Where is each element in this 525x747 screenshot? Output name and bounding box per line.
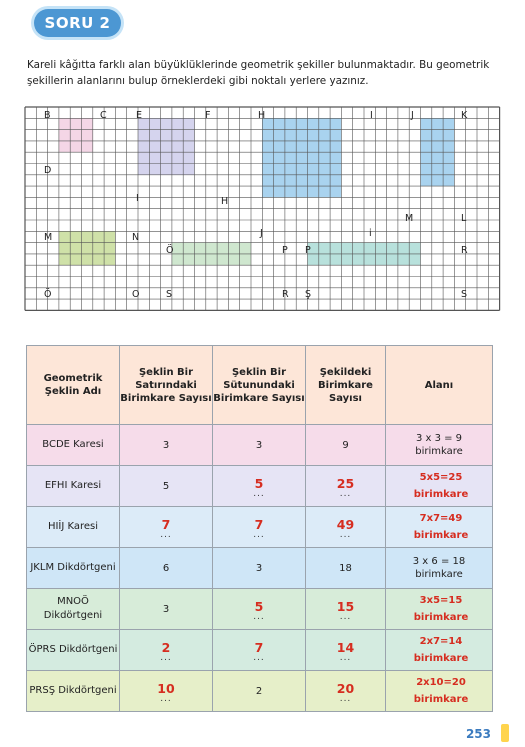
area-answer-line1: 7x7=49: [419, 513, 463, 524]
unit-count-cell: 18: [306, 548, 386, 589]
col-count-cell: 2: [213, 671, 306, 712]
handwritten-answer: 15: [336, 598, 355, 614]
shape-efhi: [138, 118, 195, 175]
vertex-label: P: [282, 245, 288, 256]
col-count-cell: 3: [213, 425, 306, 466]
page-number: 253: [465, 727, 491, 741]
answer-blank-dots: ...: [339, 652, 352, 663]
header-unit-count: Şekildeki Birimkare Sayısı: [306, 346, 386, 425]
table-row: [27, 630, 493, 671]
answer-blank-dots: ...: [253, 529, 265, 540]
handwritten-answer: 20: [336, 680, 355, 696]
vertex-label: D: [44, 165, 52, 176]
area-cell[interactable]: [386, 466, 493, 507]
handwritten-answer: 25: [336, 475, 355, 491]
area-answer-line2: birimkare: [413, 489, 469, 500]
row-count-cell[interactable]: [120, 630, 213, 671]
table-row: [27, 507, 493, 548]
page-accent-bar: [501, 724, 509, 742]
table-row: [27, 466, 493, 507]
area-table: [26, 345, 493, 712]
area-answer-line1: 2x7=14: [419, 636, 463, 647]
answer-blank-dots: ...: [339, 693, 352, 704]
vertex-label: Ş: [305, 289, 312, 300]
area-answer-line1: 5x5=25: [419, 472, 463, 483]
vertex-label: I: [136, 193, 139, 204]
vertex-label: N: [132, 232, 140, 243]
unit-count-cell[interactable]: [306, 630, 386, 671]
handwritten-answer: 14: [336, 639, 355, 655]
table-row: [27, 589, 493, 630]
header-col-count: Şeklin Bir Sütunundaki Birimkare Sayısı: [213, 346, 306, 425]
unit-count-cell[interactable]: [306, 589, 386, 630]
area-cell[interactable]: [386, 507, 493, 548]
shape-name-cell: JKLM Dikdörtgeni: [27, 548, 120, 589]
shape-mnoo: [59, 231, 116, 265]
unit-count-cell[interactable]: [306, 466, 386, 507]
area-cell[interactable]: [386, 630, 493, 671]
row-count-cell: 6: [120, 548, 213, 589]
area-cell[interactable]: [386, 589, 493, 630]
vertex-label: L: [461, 213, 467, 224]
handwritten-answer: 7: [254, 639, 264, 655]
area-given-line2: birimkare: [415, 569, 463, 580]
shape-hiij: [262, 118, 341, 197]
row-count-cell: 3: [120, 425, 213, 466]
vertex-label: B: [44, 110, 51, 121]
square-grid-figure: [0, 0, 525, 330]
shape-name-cell: PRSŞ Dikdörtgeni: [27, 671, 120, 712]
row-count-cell[interactable]: [120, 671, 213, 712]
question-badge: SORU 2: [34, 9, 121, 37]
answer-blank-dots: ...: [339, 529, 352, 540]
shape-name-cell: ÖPRS Dikdörtgeni: [27, 630, 120, 671]
area-cell: [386, 548, 493, 589]
vertex-label: H: [221, 196, 229, 207]
answer-blank-dots: ...: [253, 488, 265, 499]
header-area: Alanı: [386, 346, 493, 425]
row-count-cell[interactable]: [120, 507, 213, 548]
header-row-count: Şeklin Bir Satırındaki Birimkare Sayısı: [120, 346, 213, 425]
header-shape-name: Geometrik Şeklin Adı: [27, 346, 120, 425]
vertex-label: K: [461, 110, 468, 121]
answer-blank-dots: ...: [160, 652, 172, 663]
vertex-label: E: [136, 110, 143, 121]
vertex-label: M: [405, 213, 414, 224]
col-count-cell[interactable]: [213, 589, 306, 630]
vertex-label: H: [258, 110, 266, 121]
table-row: [27, 548, 493, 589]
vertex-label: I: [370, 110, 373, 121]
area-cell[interactable]: [386, 671, 493, 712]
handwritten-answer: 7: [254, 516, 264, 532]
area-given-line1: 3 x 6 = 18: [412, 556, 466, 567]
shape-name-cell: EFHI Karesi: [27, 466, 120, 507]
vertex-label: Ö: [166, 245, 174, 256]
vertex-label: J: [260, 228, 263, 239]
vertex-label: O: [132, 289, 140, 300]
shape-name-cell: BCDE Karesi: [27, 425, 120, 466]
answer-blank-dots: ...: [160, 693, 172, 704]
area-answer-line1: 3x5=15: [419, 595, 463, 606]
row-count-cell: 3: [120, 589, 213, 630]
vertex-label: Ö: [44, 289, 52, 300]
area-answer-line2: birimkare: [413, 653, 469, 664]
area-cell: [386, 425, 493, 466]
vertex-label: M: [44, 232, 53, 243]
answer-blank-dots: ...: [253, 611, 265, 622]
vertex-label: C: [100, 110, 107, 121]
shape-name-cell: MNOÖ Dikdörtgeni: [27, 589, 120, 630]
vertex-label: J: [411, 110, 414, 121]
handwritten-answer: 2: [161, 639, 171, 655]
handwritten-answer: 5: [254, 598, 264, 614]
instruction-text: Kareli kâğıtta farklı alan büyüklüklerinde geometrik şekiller bulunmaktadır. Bu geometrik şekillerin alanlarını bulup örneklerdeki gibi noktalı yerlere yazınız.: [27, 59, 490, 87]
area-given-line1: 3 x 3 = 9: [415, 433, 463, 444]
area-answer-line2: birimkare: [413, 530, 469, 541]
col-count-cell[interactable]: [213, 466, 306, 507]
vertex-label: i: [369, 228, 372, 239]
shape-bcde: [59, 118, 93, 152]
vertex-label: P: [305, 245, 311, 256]
vertex-label: S: [166, 289, 173, 300]
handwritten-answer: 10: [157, 680, 175, 696]
vertex-label: F: [205, 110, 211, 121]
col-count-cell: 3: [213, 548, 306, 589]
col-count-cell[interactable]: [213, 507, 306, 548]
area-answer-line1: 2x10=20: [416, 677, 466, 688]
vertex-label: R: [461, 245, 468, 256]
unit-count-cell[interactable]: [306, 507, 386, 548]
area-answer-line2: birimkare: [413, 694, 469, 705]
area-given-line2: birimkare: [415, 446, 463, 457]
handwritten-answer: 49: [336, 516, 355, 532]
answer-blank-dots: ...: [339, 488, 352, 499]
unit-count-cell[interactable]: [306, 671, 386, 712]
vertex-label: S: [461, 289, 468, 300]
handwritten-answer: 5: [254, 475, 264, 491]
vertex-label: R: [282, 289, 289, 300]
col-count-cell[interactable]: [213, 630, 306, 671]
unit-count-cell: 9: [306, 425, 386, 466]
table-row: [27, 671, 493, 712]
area-answer-line2: birimkare: [413, 612, 469, 623]
answer-blank-dots: ...: [160, 529, 172, 540]
table-row: [27, 425, 493, 466]
handwritten-answer: 7: [161, 516, 171, 532]
shape-name-cell: HIİJ Karesi: [27, 507, 120, 548]
answer-blank-dots: ...: [253, 652, 265, 663]
answer-blank-dots: ...: [339, 611, 352, 622]
row-count-cell: 5: [120, 466, 213, 507]
